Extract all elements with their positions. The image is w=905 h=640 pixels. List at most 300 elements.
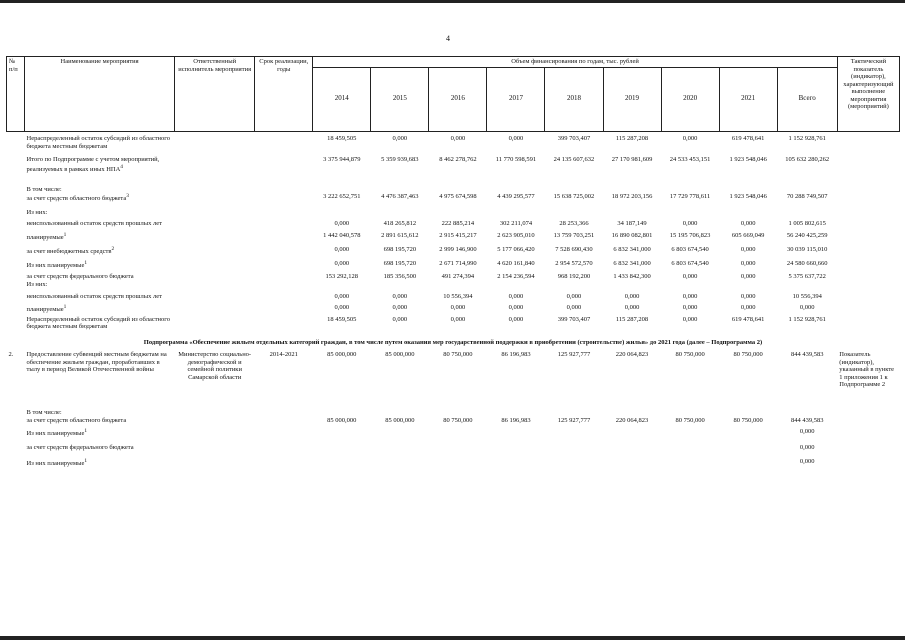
empty-cell <box>837 316 899 331</box>
value-cell <box>661 209 719 217</box>
empty-cell <box>7 316 25 331</box>
empty-cell <box>7 417 25 425</box>
value-cell <box>719 444 777 452</box>
empty-cell <box>175 209 255 217</box>
year-header: 2019 <box>603 67 661 131</box>
spacer-cell <box>7 389 900 409</box>
implementation-term: 2014-2021 <box>269 351 298 359</box>
footnote-marker: 1 <box>84 428 88 435</box>
value-cell: 6 803 674,540 <box>671 245 709 253</box>
empty-cell <box>7 444 25 452</box>
table-row <box>7 186 900 194</box>
table-row <box>7 273 900 281</box>
row-label-text: В том числе: <box>26 185 62 193</box>
empty-cell <box>255 193 313 203</box>
value-cell <box>661 186 719 194</box>
empty-cell <box>837 209 899 217</box>
empty-cell <box>837 417 899 425</box>
value-cell <box>313 409 371 417</box>
empty-cell <box>7 232 25 242</box>
value-cell <box>371 458 429 468</box>
value-cell <box>487 186 545 194</box>
value-cell: 1 433 842,300 <box>613 273 651 281</box>
col-term-header: Срок реализации, годы <box>255 57 313 132</box>
table-row <box>7 428 900 438</box>
row-label-text: планируемые <box>26 306 64 314</box>
value-cell <box>603 409 661 417</box>
table-row <box>7 293 900 301</box>
value-cell <box>313 428 371 438</box>
value-cell <box>313 458 371 468</box>
value-cell: 85 000,000 <box>327 416 357 424</box>
table-row <box>7 417 900 425</box>
value-cell: 2 623 905,010 <box>497 232 535 240</box>
row-label <box>25 232 175 242</box>
value-cell <box>487 209 545 217</box>
total-cell <box>777 409 837 417</box>
table-row <box>7 444 900 452</box>
empty-cell <box>837 458 899 468</box>
empty-cell <box>175 293 255 301</box>
table-row <box>7 458 900 468</box>
value-cell: 0,000 <box>392 135 408 142</box>
value-cell: 18 459,505 <box>327 135 357 142</box>
row-label <box>25 135 175 150</box>
value-cell: 399 703,407 <box>557 315 591 323</box>
value-cell <box>719 209 777 217</box>
empty-cell <box>255 293 313 301</box>
value-cell: 3 222 652,751 <box>323 193 361 201</box>
empty-cell <box>837 186 899 194</box>
value-cell: 3 375 944,879 <box>323 156 361 164</box>
empty-cell <box>175 135 255 150</box>
row-label <box>25 220 175 228</box>
table-row <box>7 156 900 173</box>
empty-cell <box>837 444 899 452</box>
value-cell <box>603 281 661 289</box>
value-cell: 24 135 607,632 <box>553 156 595 164</box>
value-cell: 17 729 778,611 <box>669 193 711 201</box>
total-cell: 0,000 <box>799 304 815 312</box>
empty-cell <box>7 458 25 468</box>
value-cell <box>603 186 661 194</box>
empty-cell <box>255 409 313 417</box>
value-cell <box>371 209 429 217</box>
empty-cell <box>837 281 899 289</box>
row-label-text: В том числе: <box>26 409 62 416</box>
row-label <box>25 273 175 281</box>
empty-cell <box>837 293 899 301</box>
empty-cell <box>175 316 255 331</box>
empty-cell <box>175 260 255 270</box>
total-cell: 24 580 660,660 <box>786 259 828 267</box>
value-cell: 7 528 690,430 <box>555 245 593 253</box>
empty-cell <box>837 428 899 438</box>
value-cell <box>661 444 719 452</box>
table-row <box>7 232 900 242</box>
value-cell: 0,000 <box>682 135 698 142</box>
value-cell: 1 923 548,046 <box>729 156 767 164</box>
value-cell <box>545 281 603 289</box>
value-cell: 0,000 <box>508 135 524 142</box>
empty-cell <box>837 232 899 242</box>
row-label <box>25 209 175 217</box>
row-label <box>25 281 175 289</box>
row-label <box>25 458 175 468</box>
value-cell: 399 703,407 <box>557 135 591 142</box>
total-cell: 1 152 928,761 <box>788 315 826 323</box>
value-cell: 115 287,208 <box>615 315 649 323</box>
value-cell: 11 770 598,591 <box>495 156 537 164</box>
empty-cell <box>175 428 255 438</box>
value-cell: 15 195 706,823 <box>669 232 711 240</box>
empty-cell <box>7 193 25 203</box>
value-cell: 16 890 082,801 <box>611 232 653 240</box>
value-cell: 2 915 415,217 <box>439 232 477 240</box>
empty-cell <box>7 273 25 281</box>
empty-cell <box>175 220 255 228</box>
value-cell: 0,000 <box>508 304 524 312</box>
empty-cell <box>255 156 313 173</box>
empty-cell <box>255 444 313 452</box>
value-cell <box>371 409 429 417</box>
value-cell: 4 620 161,840 <box>497 259 535 267</box>
value-cell: 2 671 714,990 <box>439 259 477 267</box>
value-cell: 0,000 <box>740 245 756 253</box>
col-funding-header: Объем финансирования по годам, тыс. рублей <box>313 57 838 68</box>
value-cell <box>719 428 777 438</box>
value-cell <box>719 186 777 194</box>
value-cell: 0,000 <box>740 292 756 300</box>
value-cell: 10 556,394 <box>443 292 473 300</box>
empty-cell <box>837 156 899 173</box>
footnote-marker: 1 <box>84 457 88 464</box>
value-cell: 4 439 295,577 <box>497 193 535 201</box>
table-row <box>7 209 900 217</box>
value-cell <box>661 281 719 289</box>
value-cell: 1 923 548,046 <box>729 193 767 201</box>
row-label-text: Нераспределенный остаток субсидий из областного бюджета местным бюджетам <box>26 315 171 331</box>
value-cell: 125 927,777 <box>557 351 591 359</box>
value-cell: 2 999 146,900 <box>439 245 477 253</box>
year-header: 2018 <box>545 67 603 131</box>
value-cell <box>661 409 719 417</box>
value-cell <box>487 444 545 452</box>
row-label-text: Из них планируемые <box>26 459 85 467</box>
empty-cell <box>255 220 313 228</box>
value-cell: 605 669,049 <box>731 232 765 240</box>
value-cell <box>603 444 661 452</box>
total-header: Всего <box>777 67 837 131</box>
year-header: 2015 <box>371 67 429 131</box>
responsible-executor: Министерство социально-демографической и семейной политики Самарской области <box>178 351 252 381</box>
value-cell: 27 170 981,609 <box>611 156 653 164</box>
empty-cell <box>7 209 25 217</box>
row-label <box>25 186 175 194</box>
empty-cell <box>7 304 25 314</box>
value-cell <box>429 409 487 417</box>
row-label <box>25 260 175 270</box>
value-cell: 0,000 <box>334 259 350 267</box>
value-cell: 698 195,720 <box>383 245 417 253</box>
year-header: 2016 <box>429 67 487 131</box>
value-cell: 28 253,366 <box>559 220 589 228</box>
value-cell: 0,000 <box>566 292 582 300</box>
value-cell: 185 356,500 <box>383 273 417 281</box>
value-cell: 222 885,214 <box>441 220 475 228</box>
value-cell: 0,000 <box>682 315 698 323</box>
empty-cell <box>255 209 313 217</box>
subprogram2-section <box>7 331 900 389</box>
value-cell: 115 287,208 <box>615 135 649 142</box>
year-header: 2017 <box>487 67 545 131</box>
row-label-text: планируемые <box>26 234 64 242</box>
value-cell: 0,000 <box>740 220 756 228</box>
row-label-text: за счет внебюджетных средств <box>26 247 112 255</box>
col-responsible-header: Ответственный исполнитель мероприятия <box>175 57 255 132</box>
spacer-cell <box>7 174 900 186</box>
value-cell <box>719 409 777 417</box>
value-cell: 18 459,505 <box>327 315 357 323</box>
value-cell: 619 478,641 <box>731 315 765 323</box>
total-cell: 0,000 <box>799 428 815 436</box>
year-header: 2020 <box>661 67 719 131</box>
row-label <box>25 156 175 173</box>
row-label-text: за счет средств федерального бюджета <box>26 273 134 281</box>
subprogram1-rows <box>7 131 900 331</box>
value-cell <box>719 281 777 289</box>
value-cell <box>371 281 429 289</box>
table-row <box>7 220 900 228</box>
empty-cell <box>7 428 25 438</box>
table-row <box>7 246 900 256</box>
value-cell: 80 750,000 <box>443 416 473 424</box>
year-header: 2021 <box>719 67 777 131</box>
value-cell <box>371 444 429 452</box>
row-label <box>25 428 175 438</box>
value-cell <box>429 209 487 217</box>
value-cell <box>603 428 661 438</box>
value-cell: 85 000,000 <box>385 416 415 424</box>
value-cell: 968 192,200 <box>557 273 591 281</box>
col-tactical-header: Тактический показатель (индикатор), характеризующий выполнение мероприятия (мероприятий) <box>837 57 899 132</box>
table-row <box>7 281 900 289</box>
empty-cell <box>7 220 25 228</box>
empty-cell <box>255 316 313 331</box>
total-cell <box>777 186 837 194</box>
table-row <box>7 316 900 331</box>
row-number: 2. <box>8 351 14 359</box>
value-cell <box>429 458 487 468</box>
row-label-text: Из них планируемые <box>26 430 85 438</box>
value-cell <box>313 209 371 217</box>
value-cell: 86 196,983 <box>501 351 531 359</box>
value-cell: 0,000 <box>740 304 756 312</box>
row-label-text: неиспользованный остаток средств прошлых лет <box>26 220 162 228</box>
value-cell <box>719 458 777 468</box>
empty-cell <box>255 135 313 150</box>
col-number-header: № п/п <box>7 57 25 132</box>
value-cell <box>545 409 603 417</box>
empty-cell <box>837 304 899 314</box>
value-cell <box>313 186 371 194</box>
value-cell: 0,000 <box>740 273 756 281</box>
empty-cell <box>175 246 255 256</box>
value-cell: 0,000 <box>334 304 350 312</box>
top-border-line <box>0 0 905 3</box>
subprogram-title: Подпрограмма «Обеспечение жильем отдельных категорий граждан, в том числе путем оказания мер государственной поддержки в приобретении (строительстве) жилья» до 2021 года (далее – Подпрограмма 2) <box>143 339 763 347</box>
total-cell: 844 439,583 <box>790 351 824 359</box>
page-number: 4 <box>446 34 450 43</box>
table-row <box>7 304 900 314</box>
value-cell: 6 832 341,000 <box>613 259 651 267</box>
value-cell: 0,000 <box>334 292 350 300</box>
value-cell <box>545 209 603 217</box>
value-cell <box>313 444 371 452</box>
value-cell: 125 927,777 <box>557 416 591 424</box>
value-cell: 619 478,641 <box>731 135 765 142</box>
row-label-text: Итого по Подпрограмме с учетом мероприятий, реализуемых в рамках иных НПА <box>26 156 160 173</box>
row-label <box>25 444 175 452</box>
row-label: Предоставление субвенций местным бюджетам на обеспечение жильем граждан, проработавших в тылу в период Великой Отечественной войны <box>26 351 167 374</box>
value-cell <box>429 428 487 438</box>
empty-cell <box>255 232 313 242</box>
value-cell <box>371 186 429 194</box>
empty-cell <box>837 220 899 228</box>
row-label <box>25 246 175 256</box>
total-cell: 1 005 802,615 <box>788 220 826 228</box>
value-cell <box>487 409 545 417</box>
empty-cell <box>255 273 313 281</box>
row-label-text: Из них: <box>26 208 48 216</box>
empty-cell <box>175 417 255 425</box>
value-cell: 6 832 341,000 <box>613 245 651 253</box>
empty-cell <box>255 428 313 438</box>
empty-cell <box>255 304 313 314</box>
value-cell: 18 972 203,156 <box>611 193 653 201</box>
footnote-marker: 1 <box>84 259 88 266</box>
empty-cell <box>837 260 899 270</box>
value-cell: 153 292,128 <box>325 273 359 281</box>
value-cell: 0,000 <box>392 304 408 312</box>
empty-cell <box>7 246 25 256</box>
row-label <box>25 193 175 203</box>
value-cell: 5 177 066,420 <box>497 245 535 253</box>
value-cell: 220 064,823 <box>615 416 649 424</box>
value-cell: 80 750,000 <box>733 416 763 424</box>
value-cell: 0,000 <box>450 315 466 323</box>
total-cell: 5 375 637,722 <box>788 273 826 281</box>
empty-cell <box>255 246 313 256</box>
value-cell: 0,000 <box>392 292 408 300</box>
table-row <box>7 351 900 389</box>
total-cell: 105 632 280,262 <box>785 156 830 164</box>
value-cell <box>429 281 487 289</box>
empty-cell <box>175 186 255 194</box>
value-cell: 34 187,149 <box>617 220 647 228</box>
value-cell: 86 196,983 <box>501 416 531 424</box>
value-cell: 418 265,812 <box>383 220 417 228</box>
empty-cell <box>7 260 25 270</box>
value-cell <box>429 444 487 452</box>
value-cell: 80 750,000 <box>675 416 705 424</box>
value-cell: 6 803 674,540 <box>671 259 709 267</box>
row-label-text: за счет средств федерального бюджета <box>26 443 134 451</box>
value-cell: 0,000 <box>682 304 698 312</box>
row-label <box>25 409 175 417</box>
empty-cell <box>175 304 255 314</box>
funding-table <box>6 56 900 467</box>
empty-cell <box>255 458 313 468</box>
empty-cell <box>837 193 899 203</box>
value-cell: 491 274,394 <box>441 273 475 281</box>
value-cell: 2 891 615,612 <box>381 232 419 240</box>
col-name-header: Наименование мероприятия <box>25 57 175 132</box>
value-cell: 0,000 <box>450 304 466 312</box>
footnote-marker: 3 <box>126 193 129 200</box>
row-label-text: Нераспределенный остаток субсидий из областного бюджета местным бюджетам <box>26 135 171 150</box>
table-row <box>7 193 900 203</box>
empty-cell <box>255 281 313 289</box>
footnote-marker: 1 <box>63 232 67 239</box>
value-cell: 80 750,000 <box>443 351 473 359</box>
value-cell <box>661 458 719 468</box>
empty-cell <box>175 232 255 242</box>
empty-cell <box>837 246 899 256</box>
empty-cell <box>175 193 255 203</box>
total-cell: 1 152 928,761 <box>788 135 826 142</box>
indicator-text: Показатель (индикатор), указанный в пункте 1 приложения 1 к Подпрограмме 2 <box>839 351 895 389</box>
total-cell: 844 439,583 <box>790 416 824 424</box>
value-cell: 302 211,074 <box>499 220 533 228</box>
value-cell: 80 750,000 <box>733 351 763 359</box>
value-cell: 0,000 <box>682 220 698 228</box>
value-cell: 0,000 <box>450 135 466 142</box>
empty-cell <box>175 281 255 289</box>
empty-cell <box>175 409 255 417</box>
value-cell <box>487 458 545 468</box>
value-cell: 85 000,000 <box>385 351 415 359</box>
value-cell <box>487 281 545 289</box>
value-cell <box>371 428 429 438</box>
row-spacer <box>7 174 900 186</box>
empty-cell <box>255 260 313 270</box>
value-cell: 0,000 <box>740 259 756 267</box>
empty-cell <box>7 186 25 194</box>
value-cell: 2 954 572,570 <box>555 259 593 267</box>
empty-cell <box>7 293 25 301</box>
total-cell: 30 039 115,010 <box>787 245 828 253</box>
row-label-text: за счет средств областного бюджета <box>26 195 127 203</box>
value-cell <box>661 428 719 438</box>
subprogram2-rows <box>7 389 900 467</box>
value-cell <box>603 209 661 217</box>
row-label <box>25 304 175 314</box>
table-row <box>7 409 900 417</box>
row-label-text: за счет средств областного бюджета <box>26 416 127 424</box>
row-spacer <box>7 389 900 409</box>
value-cell <box>545 186 603 194</box>
total-cell: 0,000 <box>799 457 815 465</box>
empty-cell <box>7 156 25 173</box>
value-cell: 4 476 387,463 <box>381 193 419 201</box>
value-cell: 4 975 674,598 <box>439 193 477 201</box>
total-cell <box>777 209 837 217</box>
empty-cell <box>255 417 313 425</box>
empty-cell <box>175 458 255 468</box>
empty-cell <box>7 135 25 150</box>
table-row <box>7 135 900 150</box>
